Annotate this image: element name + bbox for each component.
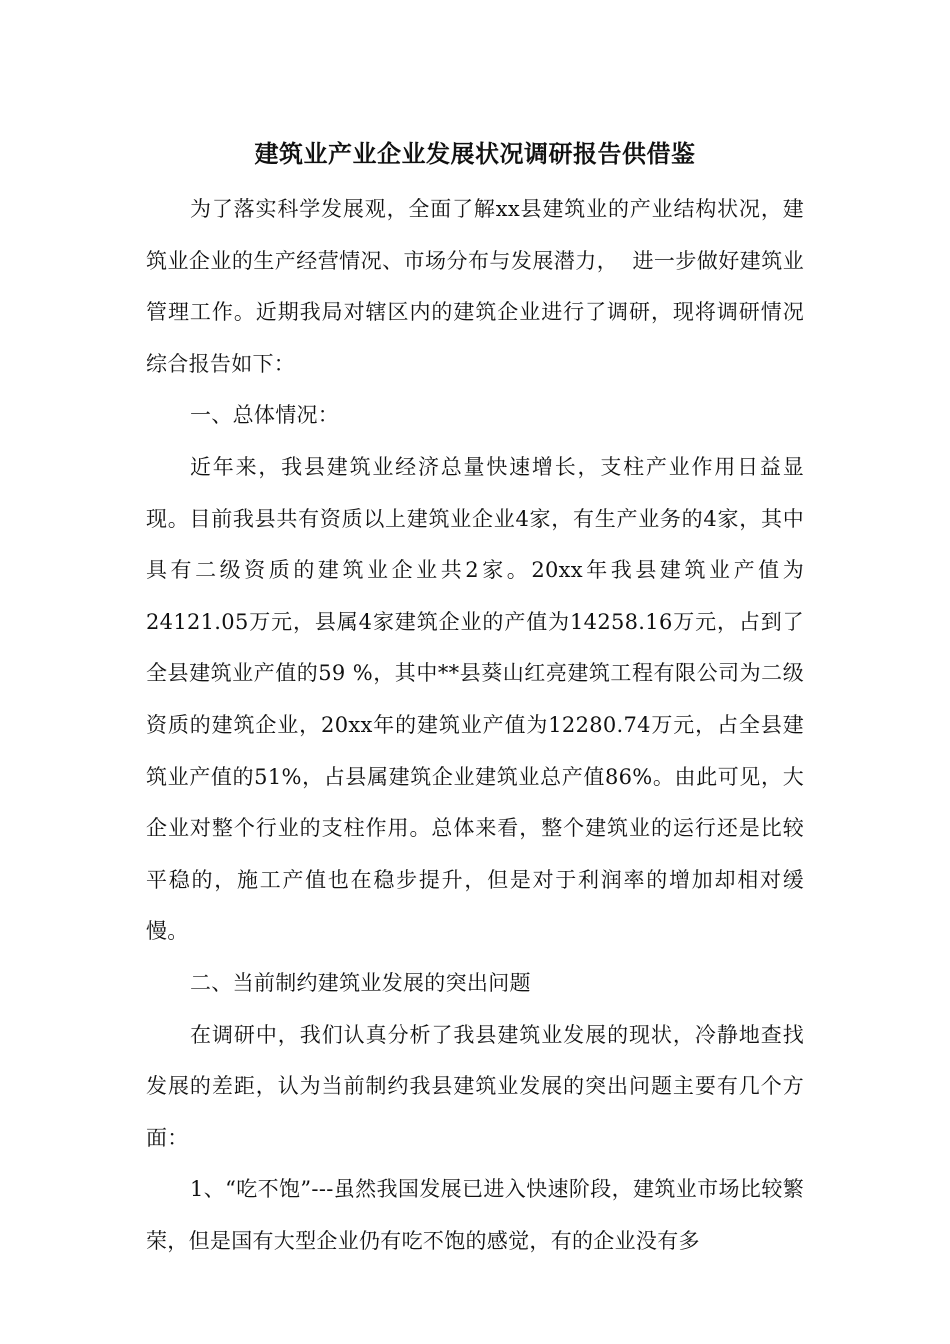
section-heading-overview: 一、总体情况： bbox=[190, 403, 340, 428]
intro-paragraph: 为了落实科学发展观，全面了解xx县建筑业的产业结构状况，建筑业企业的生产经营情况、市场分布与发展潜力， 进一步做好建筑业管理工作。近期我局对辖区内的建筑企业进行了调研，现将调研情况综合报告如下： bbox=[146, 197, 804, 376]
problem-item-1: 1、“吃不饱”---虽然我国发展已进入快速阶段，建筑业市场比较繁荣，但是国有大型企业仍有吃不饱的感觉，有的企业没有多 bbox=[146, 1177, 804, 1253]
problems-intro-paragraph: 在调研中，我们认真分析了我县建筑业发展的现状，冷静地查找发展的差距，认为当前制约我县建筑业发展的突出问题主要有几个方面： bbox=[146, 1022, 804, 1150]
overview-paragraph: 近年来，我县建筑业经济总量快速增长，支柱产业作用日益显现。目前我县共有资质以上建筑业企业4家，有生产业务的4家，其中具有二级资质的建筑业企业共2家。20xx年我县建筑业产值为24121.05万元，县属4家建筑企业的产值为14258.16万元，占到了全县建筑业产值的59 %，其中**县葵山红亮建筑工程有限公司为二级资质的建筑企业，20xx年的建筑业产值为12280.74万元，占全县建筑业产值的51%，占县属建筑企业建筑业总产值86%。由此可见，大企业对整个行业的支柱作用。总体来看，整个建筑业的运行还是比较平稳的，施工产值也在稳步提升，但是对于利润率的增加却相对缓慢。 bbox=[146, 454, 804, 944]
document-body bbox=[146, 184, 804, 1267]
document-title: 建筑业产业企业发展状况调研报告供借鉴 bbox=[254, 140, 696, 168]
section-heading-problems: 二、当前制约建筑业发展的突出问题 bbox=[190, 970, 531, 995]
